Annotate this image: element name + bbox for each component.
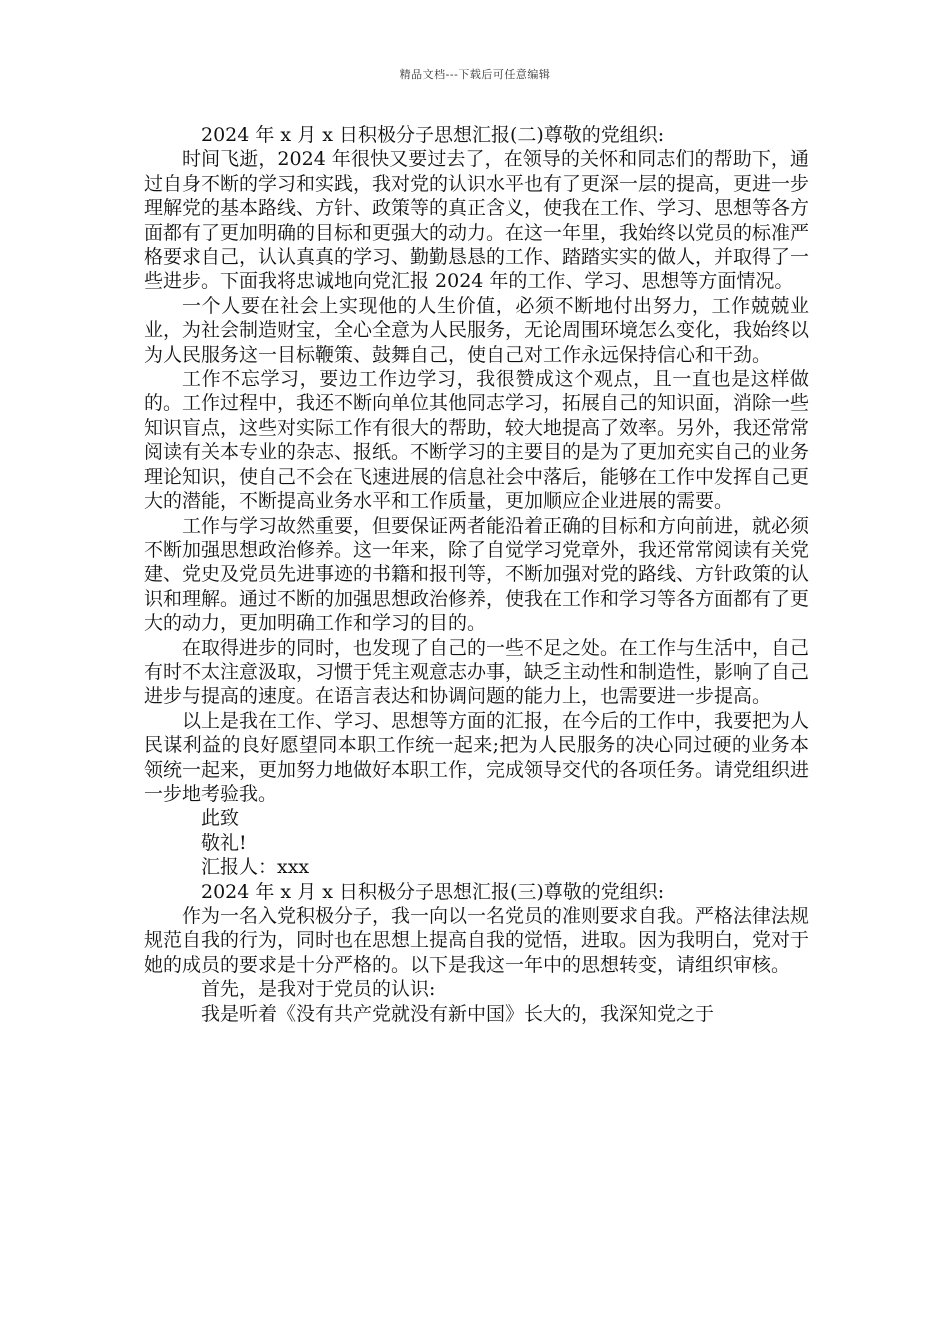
paragraph-shortcomings: 在取得进步的同时，也发现了自己的一些不足之处。在工作与生活中，自己有时不太注意汲取，习惯于凭主观意志办事，缺乏主动性和制造性，影响了自己进步与提高的速度。在语言表达和协调问题的能力上，也需要进一步提高。	[144, 636, 810, 708]
paragraph-intro: 时间飞逝，2024 年很快又要过去了，在领导的关怀和同志们的帮助下，通过自身不断的学习和实践，我对党的认识水平也有了更深一层的提高，更进一步理解党的基本路线、方针、政策等的真正含义，使我在工作、学习、思想等各方面都有了更加明确的目标和更强大的动力。在这一年里，我始终以党员的标准严格要求自己，认认真真的学习、勤勤恳恳的工作、踏踏实实的做人，并取得了一些进步。下面我将忠诚地向党汇报 2024 年的工作、学习、思想等方面情况。	[144, 148, 810, 293]
closing-cizhi: 此致	[201, 807, 240, 830]
page-header: 精品文档---下载后可任意编辑	[399, 68, 551, 81]
reporter-signature: 汇报人：xxx	[201, 856, 310, 879]
paragraph-study: 工作不忘学习，要边工作边学习，我很赞成这个观点，且一直也是这样做的。工作过程中，我还不断向单位其他同志学习，拓展自己的知识面，消除一些知识盲点，这些对实际工作有很大的帮助，较大地提高了效率。另外，我还常常阅读有关本专业的杂志、报纸。不断学习的主要目的是为了更加充实自己的业务理论知识，使自己不会在飞速进展的信息社会中落后，能够在工作中发挥自己更大的潜能，不断提高业务水平和工作质量，更加顺应企业进展的需要。	[144, 368, 810, 513]
section-title-2: 2024 年 x 月 x 日积极分子思想汇报(二)尊敬的党组织:	[201, 124, 665, 146]
paragraph-last: 我是听着《没有共产党就没有新中国》长大的，我深知党之于	[201, 1002, 715, 1025]
closing-jingli: 敬礼!	[201, 831, 247, 854]
paragraph-first: 首先，是我对于党员的认识:	[201, 978, 436, 1001]
document-body	[144, 123, 809, 1026]
section-title-3: 2024 年 x 月 x 日积极分子思想汇报(三)尊敬的党组织:	[201, 880, 665, 903]
paragraph-politics: 工作与学习故然重要，但要保证两者能沿着正确的目标和方向前进，就必须不断加强思想政治修养。这一年来，除了自觉学习党章外，我还常常阅读有关党建、党史及党员先进事迹的书籍和报刊等，不断加强对党的路线、方针政策的认识和理解。通过不断的加强思想政治修养，使我在工作和学习等各方面都有了更大的动力，更加明确工作和学习的目的。	[144, 514, 810, 635]
paragraph-activist: 作为一名入党积极分子，我一向以一名党员的准则要求自我。严格法律法规规范自我的行为，同时也在思想上提高自我的觉悟，进取。因为我明白，党对于她的成员的要求是十分严格的。以下是我这一年中的思想转变，请组织审核。	[144, 905, 810, 976]
paragraph-value: 一个人要在社会上实现他的人生价值，必须不断地付出努力，工作兢兢业业，为社会制造财宝，全心全意为人民服务，无论周围环境怎么变化，我始终以为人民服务这一目标鞭策、鼓舞自己，使自己对工作永远保持信心和干劲。	[144, 294, 810, 366]
paragraph-summary: 以上是我在工作、学习、思想等方面的汇报，在今后的工作中，我要把为人民谋利益的良好愿望同本职工作统一起来;把为人民服务的决心同过硬的业务本领统一起来，更加努力地做好本职工作，完成领导交代的各项任务。请党组织进一步地考验我。	[144, 709, 810, 805]
